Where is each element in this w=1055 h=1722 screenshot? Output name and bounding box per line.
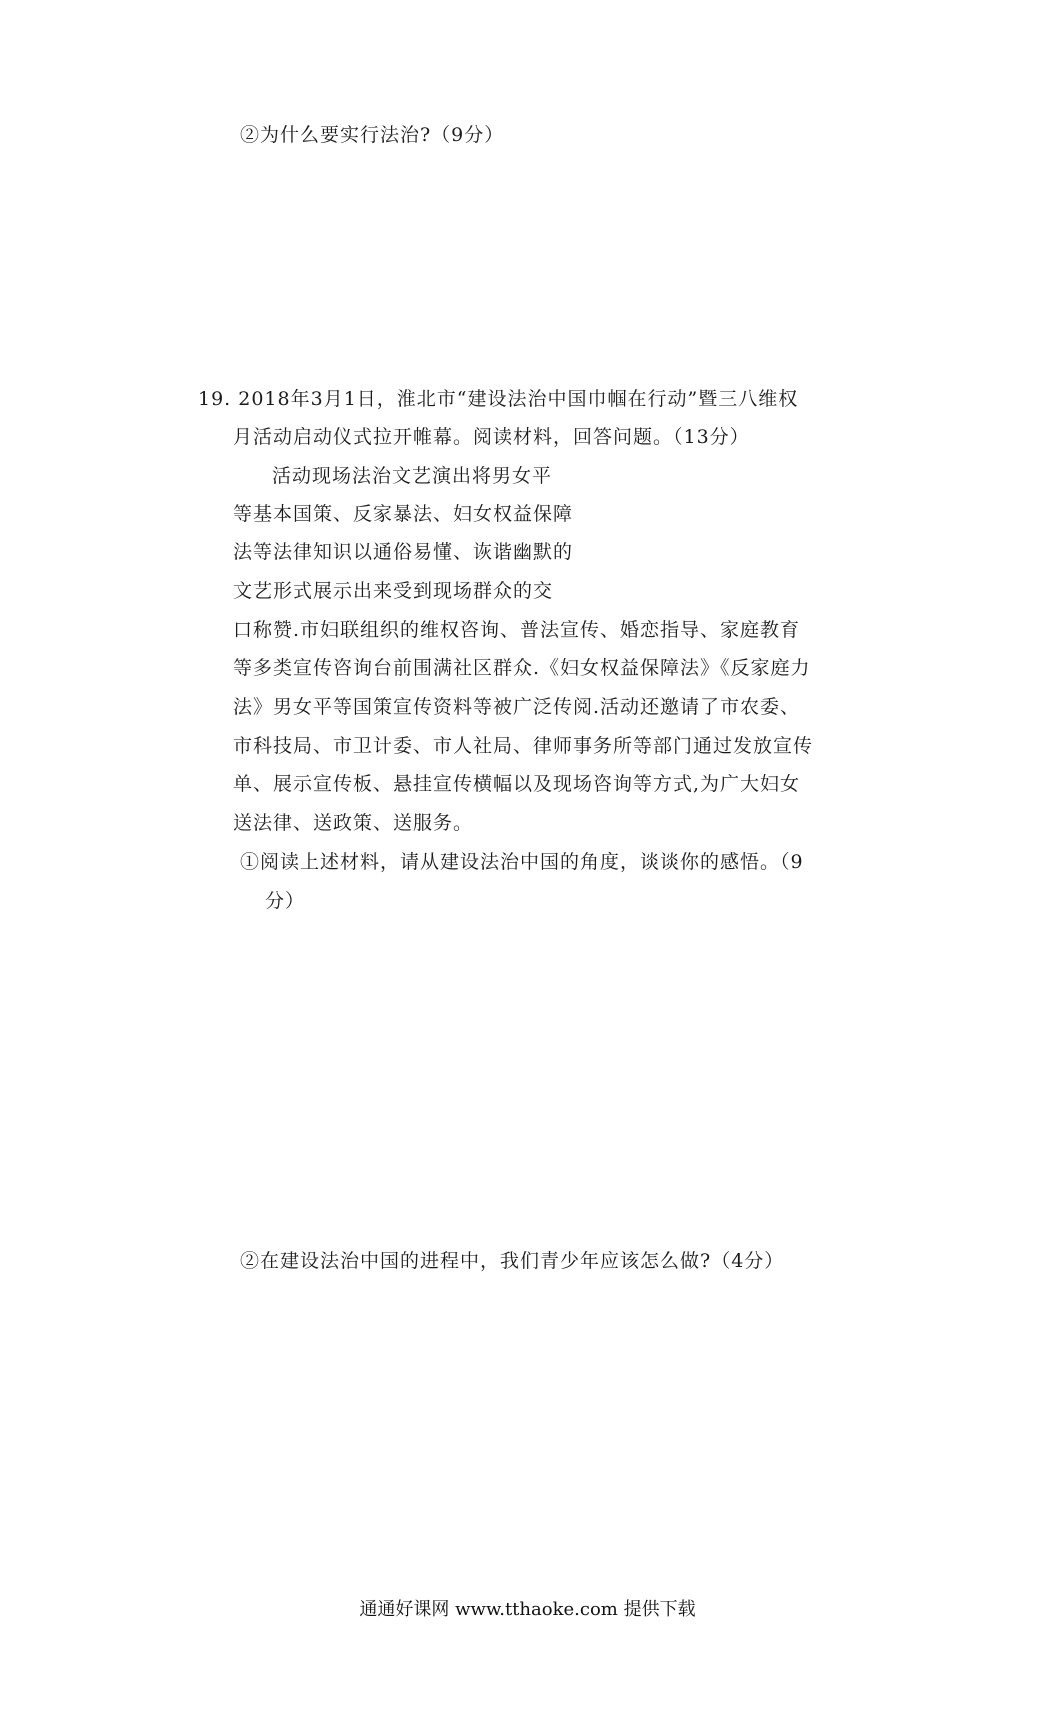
material-line-6: 等多类宣传咨询台前围满社区群众.《妇女权益保障法》《反家庭力 xyxy=(233,657,811,679)
material-line-4: 文艺形式展示出来受到现场群众的交 xyxy=(233,580,554,602)
question-18-part-2: ②为什么要实行法治?（9分） xyxy=(240,124,505,146)
material-line-3: 法等法律知识以通俗易懂、诙谐幽默的 xyxy=(233,541,574,563)
material-line-1: 活动现场法治文艺演出将男女平 xyxy=(272,465,553,487)
question-19-part-1-line-2: 分） xyxy=(265,890,306,912)
question-19-part-2: ②在建设法治中国的进程中，我们青少年应该怎么做?（4分） xyxy=(240,1250,785,1272)
question-19-header-line-1: 19. 2018年3月1日，淮北市“建设法治中国巾帼在行动”暨三八维权 xyxy=(198,388,799,410)
material-line-2: 等基本国策、反家暴法、妇女权益保障 xyxy=(233,503,574,525)
material-line-10: 送法律、送政策、送服务。 xyxy=(233,812,474,834)
material-line-8: 市科技局、市卫计委、市人社局、律师事务所等部门通过发放宣传 xyxy=(233,735,814,757)
material-line-7: 法》男女平等国策宣传资料等被广泛传阅.活动还邀请了市农委、 xyxy=(233,696,801,718)
material-line-5: 口称赞.市妇联组织的维权咨询、普法宣传、婚恋指导、家庭教育 xyxy=(233,619,801,641)
footer-watermark: 通通好课网 www.tthaoke.com 提供下载 xyxy=(359,1599,696,1620)
question-19-header-line-2: 月活动启动仪式拉开帷幕。阅读材料，回答问题。（13分） xyxy=(233,426,750,448)
material-line-9: 单、展示宣传板、悬挂宣传横幅以及现场咨询等方式,为广大妇女 xyxy=(233,773,801,795)
question-19-part-1-line-1: ①阅读上述材料，请从建设法治中国的角度，谈谈你的感悟。（9 xyxy=(240,851,804,873)
